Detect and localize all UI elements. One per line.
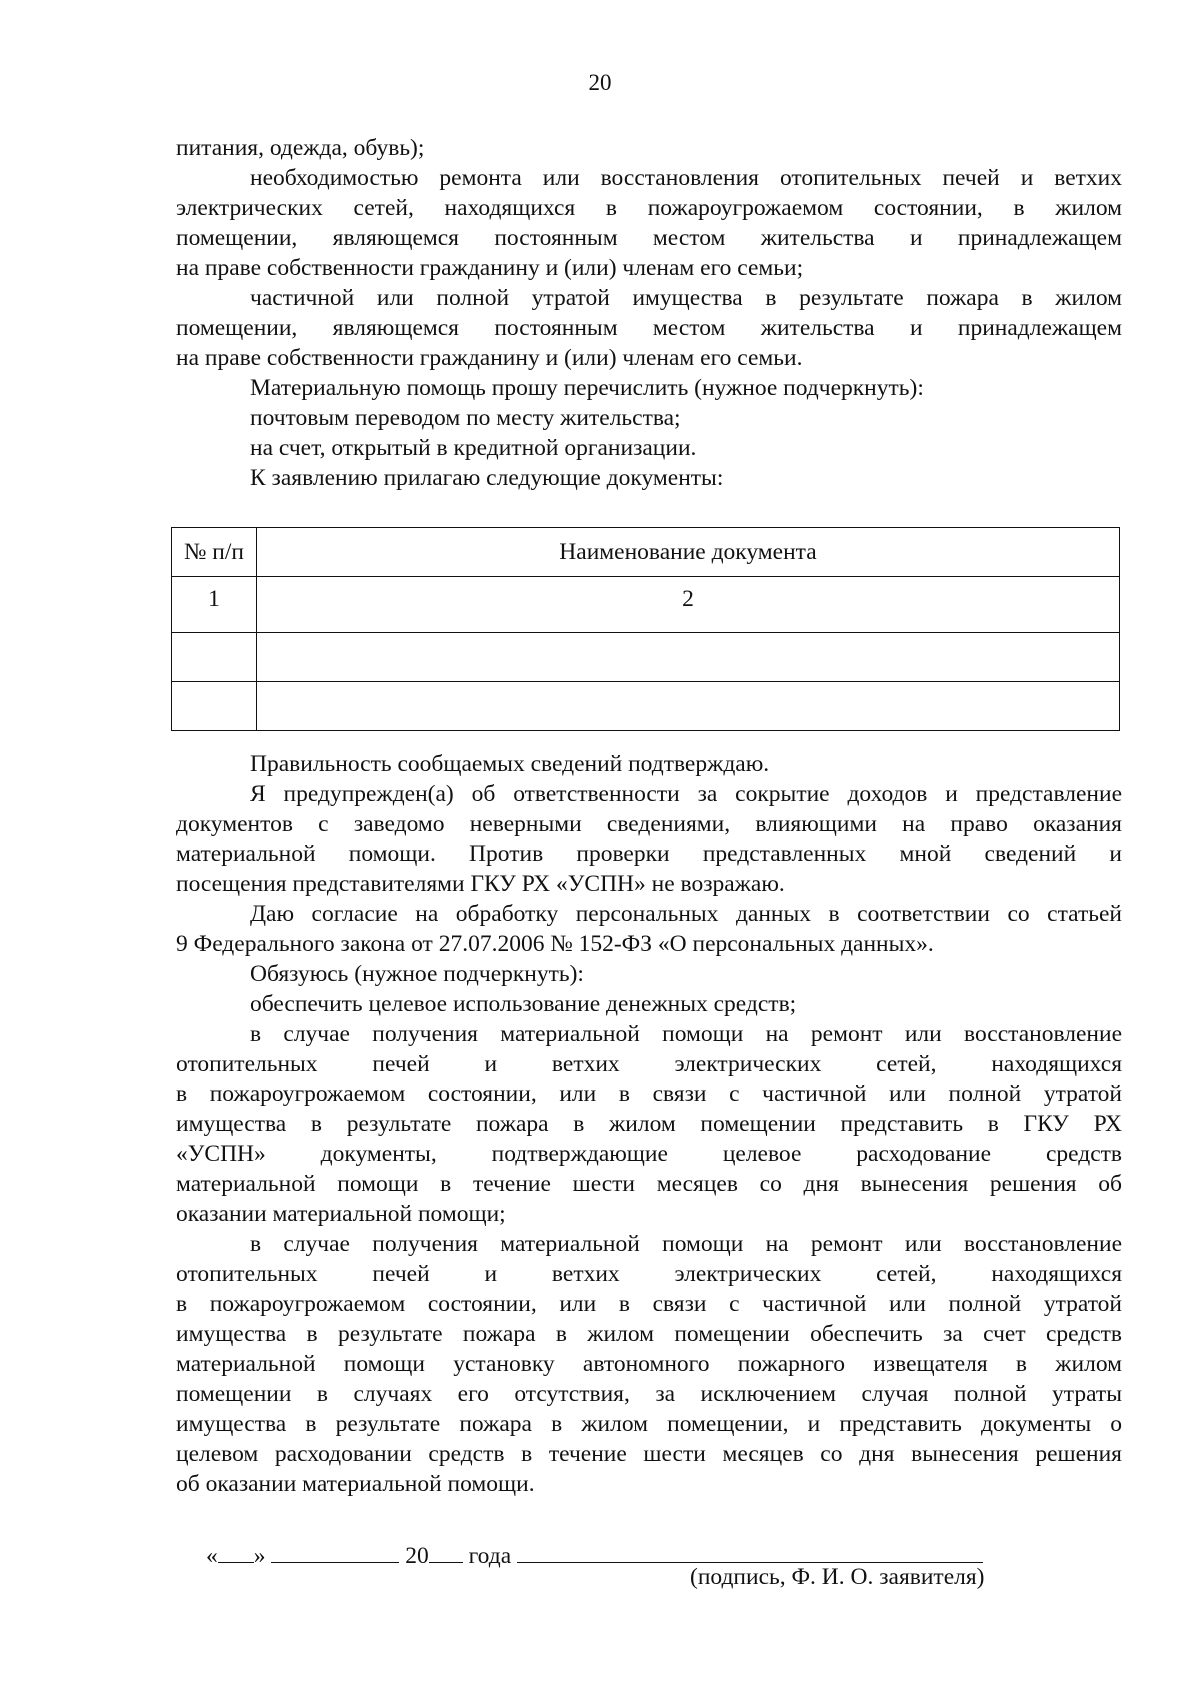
text-line: материальной помощи в течение шести месяцев со дня вынесения решения об <box>176 1171 1122 1197</box>
signature-blank <box>517 1540 983 1563</box>
table-row <box>172 682 1120 731</box>
text-line: обеспечить целевое использование денежных средств; <box>250 991 797 1017</box>
open-quote: « <box>206 1543 218 1569</box>
text-line: имущества в результате пожара в жилом помещении представить в ГКУ РХ <box>176 1111 1122 1137</box>
text-line: на праве собственности гражданину и (или) членам его семьи; <box>176 255 804 281</box>
year-blank <box>429 1540 463 1563</box>
text-block-top <box>176 133 1122 493</box>
year-prefix: 20 <box>405 1543 429 1569</box>
text-line: помещении, являющемся постоянным местом жительства и принадлежащем <box>176 315 1122 341</box>
text-line: на счет, открытый в кредитной организации. <box>250 435 697 461</box>
text-line: Даю согласие на обработку персональных данных в соответствии со статьей <box>250 901 1122 927</box>
text-line: Я предупрежден(а) об ответственности за сокрытие доходов и представление <box>250 781 1122 807</box>
text-line: необходимостью ремонта или восстановления отопительных печей и ветхих <box>250 165 1122 191</box>
column-header-number: № п/п <box>172 528 257 577</box>
text-line: помещении в случаях его отсутствия, за исключением случая полной утраты <box>176 1381 1122 1407</box>
text-line: на праве собственности гражданину и (или) членам его семьи. <box>176 345 803 371</box>
text-line: электрических сетей, находящихся в пожароугрожаемом состоянии, в жилом <box>176 195 1122 221</box>
day-blank <box>218 1540 254 1563</box>
text-line: посещения представителями ГКУ РХ «УСПН» не возражаю. <box>176 871 785 897</box>
text-line: К заявлению прилагаю следующие документы: <box>250 465 724 491</box>
text-block-confirmation <box>176 749 1122 1499</box>
text-line: питания, одежда, обувь); <box>176 135 425 161</box>
year-word: года <box>468 1543 512 1569</box>
text-line: Обязуюсь (нужное подчеркнуть): <box>250 961 584 987</box>
table-row <box>172 577 1120 633</box>
documents-table <box>171 527 1120 731</box>
text-line: Правильность сообщаемых сведений подтверждаю. <box>250 751 770 777</box>
text-line: помещении, являющемся постоянным местом жительства и принадлежащем <box>176 225 1122 251</box>
table-cell-empty <box>172 682 257 731</box>
text-line: материальной помощи установку автономного пожарного извещателя в жилом <box>176 1351 1122 1377</box>
table-cell-empty <box>257 633 1120 682</box>
signature-caption: (подпись, Ф. И. О. заявителя) <box>690 1564 985 1590</box>
table-cell: 2 <box>257 577 1120 633</box>
text-line: 9 Федерального закона от 27.07.2006 № 152-ФЗ «О персональных данных». <box>176 931 934 957</box>
text-line: оказании материальной помощи; <box>176 1201 506 1227</box>
page-number: 20 <box>588 70 612 95</box>
text-line: почтовым переводом по месту жительства; <box>250 405 681 431</box>
table-header-row <box>172 528 1120 577</box>
text-line: Материальную помощь прошу перечислить (нужное подчеркнуть): <box>250 375 924 401</box>
month-blank <box>271 1540 399 1563</box>
text-line: имущества в результате пожара в жилом помещении, и представить документы о <box>176 1411 1122 1437</box>
text-line: «УСПН» документы, подтверждающие целевое расходование средств <box>176 1141 1122 1167</box>
table-cell: 1 <box>172 577 257 633</box>
table-cell-empty <box>172 633 257 682</box>
table-cell-empty <box>257 682 1120 731</box>
text-line: в пожароугрожаемом состоянии, или в связи с частичной или полной утратой <box>176 1081 1122 1107</box>
signature-date-line <box>206 1540 1126 1580</box>
text-line: имущества в результате пожара в жилом помещении обеспечить за счет средств <box>176 1321 1122 1347</box>
close-quote: » <box>253 1543 266 1569</box>
text-line: документов с заведомо неверными сведениями, влияющими на право оказания <box>176 811 1122 837</box>
text-line: об оказании материальной помощи. <box>176 1471 535 1497</box>
text-line: в случае получения материальной помощи на ремонт или восстановление <box>250 1021 1122 1047</box>
column-header-document-name: Наименование документа <box>257 528 1120 577</box>
text-line: материальной помощи. Против проверки представленных мной сведений и <box>176 841 1122 867</box>
text-line: в пожароугрожаемом состоянии, или в связи с частичной или полной утратой <box>176 1291 1122 1317</box>
text-line: целевом расходовании средств в течение шести месяцев со дня вынесения решения <box>176 1441 1122 1467</box>
text-line: отопительных печей и ветхих электрических сетей, находящихся <box>176 1261 1122 1287</box>
text-line: частичной или полной утратой имущества в результате пожара в жилом <box>250 285 1122 311</box>
text-line: отопительных печей и ветхих электрических сетей, находящихся <box>176 1051 1122 1077</box>
text-line: в случае получения материальной помощи на ремонт или восстановление <box>250 1231 1122 1257</box>
table-row <box>172 633 1120 682</box>
